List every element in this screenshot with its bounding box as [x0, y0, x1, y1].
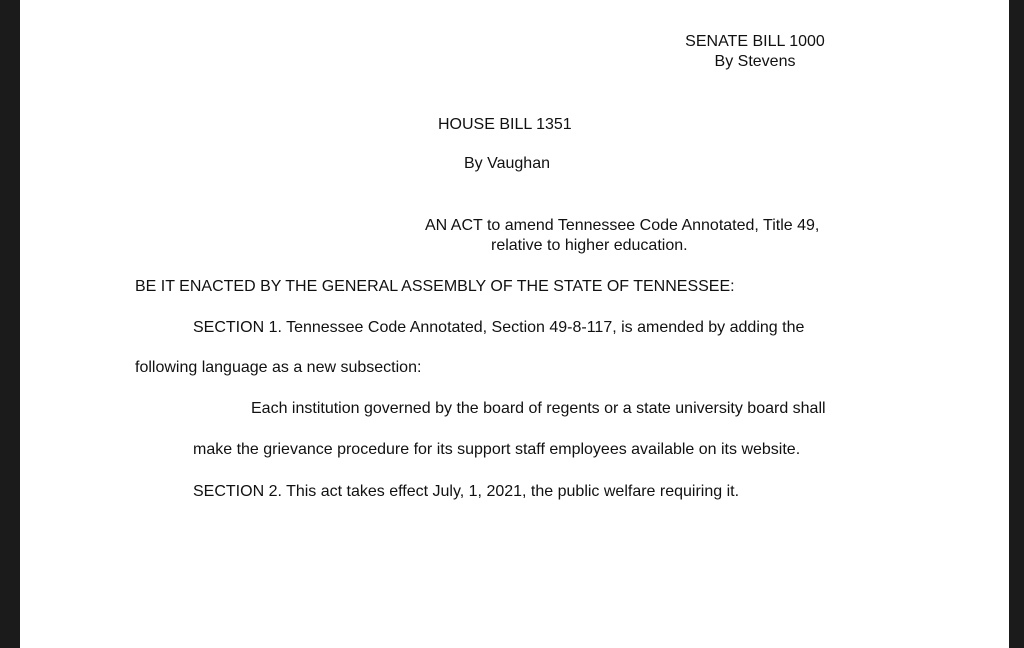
section-1-quoted-line-2: make the grievance procedure for its support staff employees available on its website. — [193, 441, 801, 458]
bill-caption-line-1: AN ACT to amend Tennessee Code Annotated, Title 49, — [425, 217, 820, 234]
section-1-line-1: SECTION 1. Tennessee Code Annotated, Section 49-8-117, is amended by adding the — [193, 319, 805, 336]
section-2-text: SECTION 2. This act takes effect July, 1, 2021, the public welfare requiring it. — [193, 483, 740, 500]
document-page — [20, 0, 1009, 648]
senate-bill-number: SENATE BILL 1000 — [685, 33, 825, 50]
enacting-clause: BE IT ENACTED BY THE GENERAL ASSEMBLY OF THE STATE OF TENNESSEE: — [135, 278, 735, 295]
senate-bill-header — [660, 32, 850, 72]
bill-caption-line-2: relative to higher education. — [491, 237, 688, 254]
house-bill-number: HOUSE BILL 1351 — [438, 116, 572, 133]
house-bill-sponsor: By Vaughan — [464, 155, 550, 172]
section-1-quoted-line-1: Each institution governed by the board of regents or a state university board shall — [251, 400, 826, 417]
section-1-line-2: following language as a new subsection: — [135, 359, 422, 376]
senate-bill-sponsor: By Stevens — [714, 53, 796, 70]
